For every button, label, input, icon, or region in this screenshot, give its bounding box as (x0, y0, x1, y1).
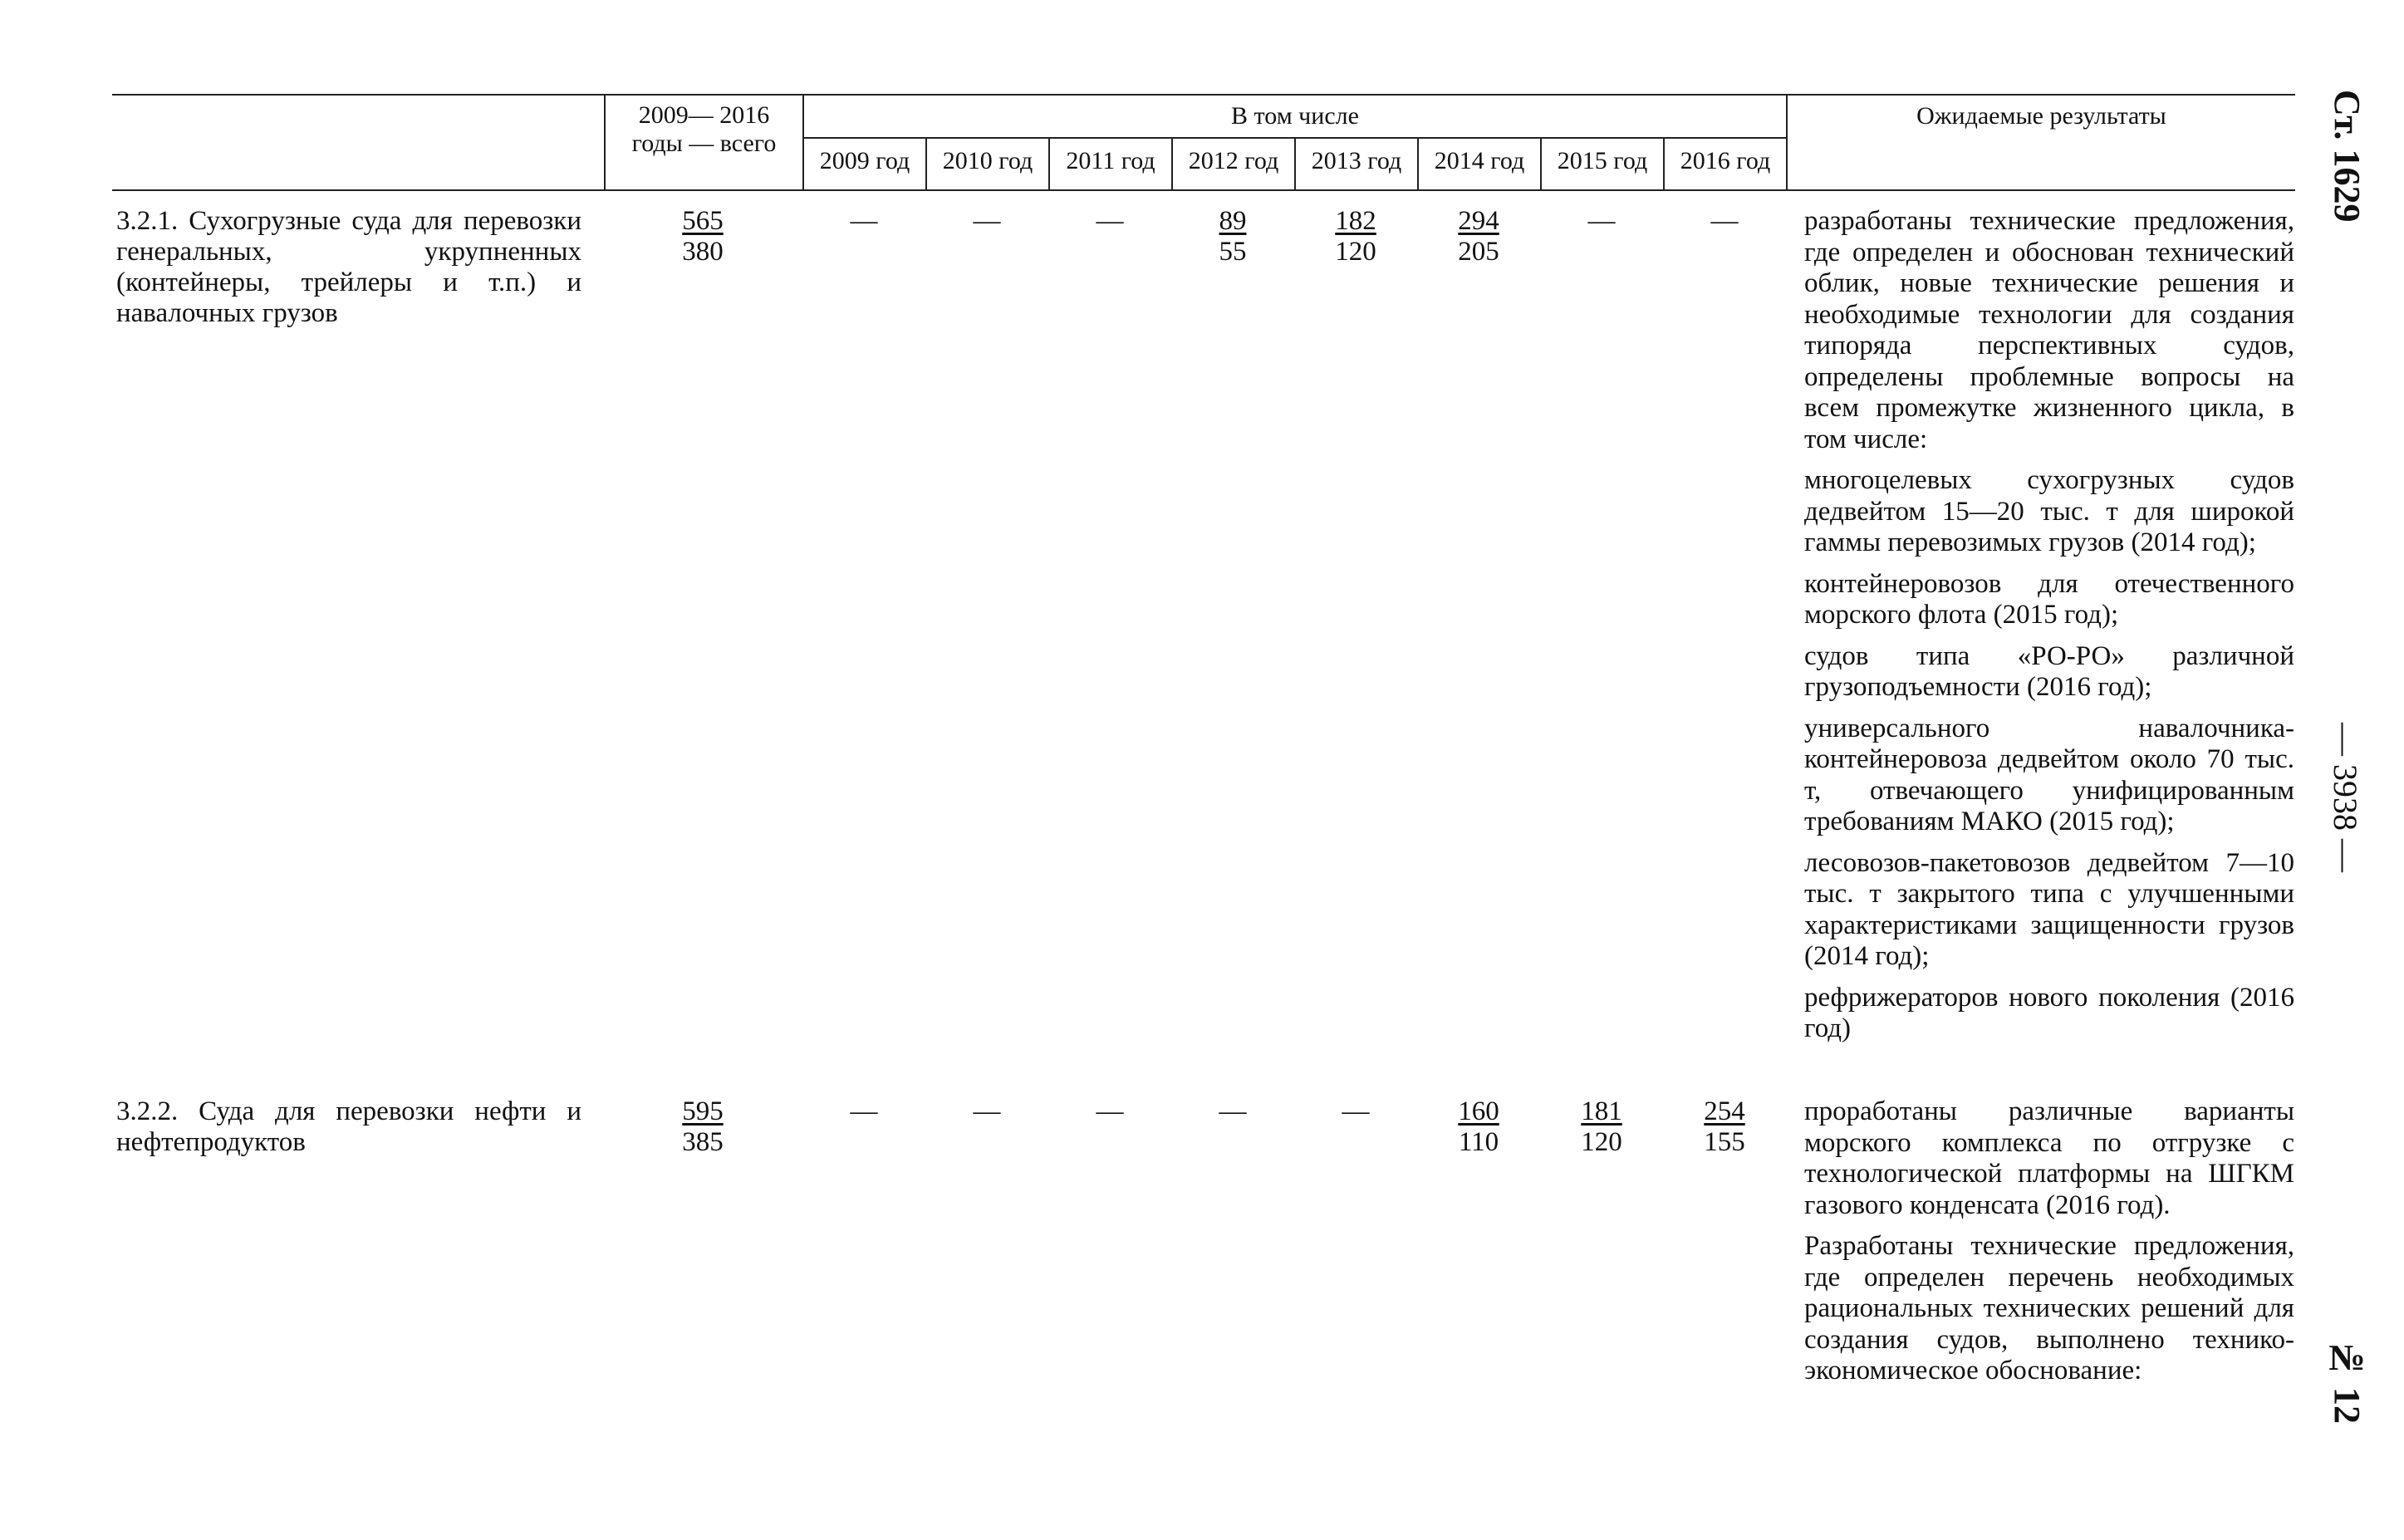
row-total-value: $\frac{595}{385}$ (682, 1096, 724, 1157)
year-cell: — (1096, 206, 1124, 236)
year-cell: — (850, 206, 878, 236)
year-cell-value: $\frac{182}{120}$ (1335, 206, 1376, 267)
side-issue-number: № 12 (2327, 1337, 2367, 1424)
header-expected-results: Ожидаемые результаты (1916, 102, 2166, 130)
result-paragraph: судов типа «РО-РО» различной грузоподъемности (2016 год); (1804, 640, 2294, 702)
year-cell-value: $\frac{160}{110}$ (1458, 1096, 1499, 1157)
header-year-2014: 2014 год (1434, 147, 1525, 174)
year-cell-value: $\frac{294}{205}$ (1458, 206, 1499, 267)
header-year-2015: 2015 год (1557, 147, 1648, 174)
result-paragraph: проработаны различные варианты морского комплекса по отгрузке с технологической платформы на ШГКМ газового конденсата (2016 год). (1804, 1096, 2294, 1220)
year-cell: — (1219, 1096, 1247, 1126)
header-year-2011: 2011 год (1066, 147, 1155, 174)
year-cell: — (973, 206, 1001, 236)
year-cell-value: $\frac{181}{120}$ (1581, 1096, 1622, 1157)
header-bottom-rule (112, 189, 2295, 191)
year-cell-value: $\frac{254}{155}$ (1704, 1096, 1745, 1157)
result-paragraph: контейнеровозов для отечественного морского флота (2015 год); (1804, 568, 2294, 630)
row-results (1804, 206, 2294, 1055)
result-paragraph: многоцелевых сухогрузных судов дедвейтом 15—20 тыс. т для широкой гаммы перевозимых грузов (2014 год); (1804, 465, 2294, 557)
header-including: В том числе (1231, 102, 1359, 130)
year-cell: — (1096, 1096, 1124, 1126)
result-paragraph: рефрижераторов нового поколения (2016 год) (1804, 982, 2294, 1043)
header-year-2013: 2013 год (1311, 147, 1402, 174)
header-year-2012: 2012 год (1188, 147, 1279, 174)
result-paragraph: лесовозов-пакетовозов дедвейтом 7—10 тыс. т закрытого типа с улучшенными характеристиками защищенности грузов (2014 год); (1804, 847, 2294, 971)
result-paragraph: разработаны технические предложения, где определен и обоснован технический облик, новые технические решения и необходимые технологии для создания типоряда перспективных судов, определены проблемные вопросы на всем промежутке жизненного цикла, в том числе: (1804, 206, 2294, 454)
side-page-number: — 3938 — (2327, 723, 2364, 872)
year-cell: — (850, 1096, 878, 1126)
header-total: 2009— 2016 годы — всего (631, 101, 777, 157)
year-cell: — (973, 1096, 1001, 1126)
row-title: 3.2.2. Суда для перевозки нефти и нефтепродуктов (116, 1096, 581, 1157)
row-total-value: $\frac{565}{380}$ (682, 206, 724, 267)
result-paragraph: Разработаны технические предложения, где определен перечень необходимых рациональных технических решений для создания судов, выполнено технико-экономическое обоснование: (1804, 1231, 2294, 1386)
table-top-rule (112, 94, 2295, 96)
col-sep-1 (604, 94, 606, 191)
header-year-2010: 2010 год (942, 147, 1033, 174)
year-cell: — (1342, 1096, 1370, 1126)
row-title: 3.2.1. Сухогрузные суда для перевозки генеральных, укрупненных (контейнеры, трейлеры и т.п.) и навалочных грузов (116, 206, 581, 328)
year-cell-value: $\frac{89}{55}$ (1219, 206, 1247, 267)
result-paragraph: универсального навалочника-контейнеровоза дедвейтом около 70 тыс. т, отвечающего унифицированным требованиям МАКО (2015 год); (1804, 713, 2294, 836)
row-results (1804, 1096, 2294, 1397)
year-cell: — (1587, 206, 1616, 236)
header-year-2009: 2009 год (819, 147, 910, 174)
side-article-number: Ст. 1629 (2327, 90, 2367, 223)
header-year-2016: 2016 год (1680, 147, 1771, 174)
year-cell: — (1710, 206, 1739, 236)
